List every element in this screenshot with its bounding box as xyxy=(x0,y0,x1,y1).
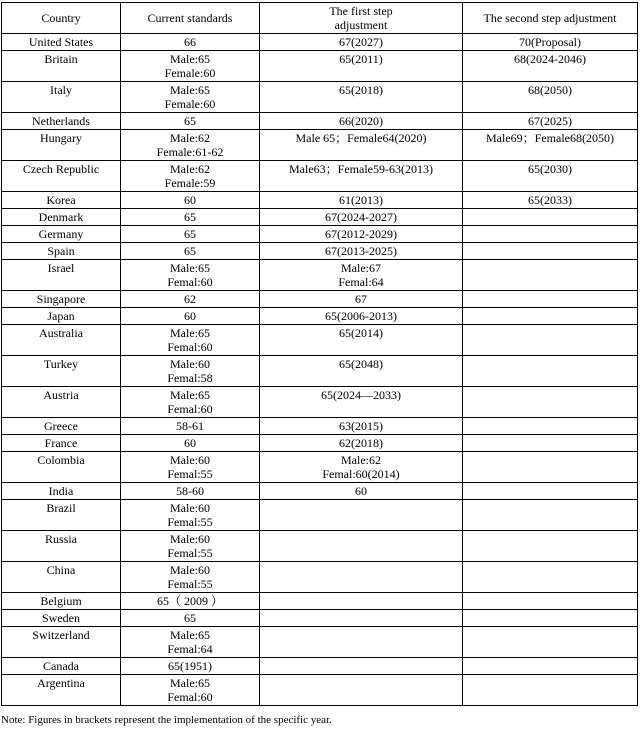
cell-current-standards xyxy=(121,658,260,675)
cell-current-standards xyxy=(121,226,260,243)
table-row xyxy=(2,161,638,192)
cell-country: Spain xyxy=(2,243,121,260)
cell-first-step xyxy=(260,658,463,675)
cell-current-standards xyxy=(121,308,260,325)
cell-first-step xyxy=(260,562,463,593)
header-first-step xyxy=(260,3,463,34)
cell-second-step xyxy=(463,593,638,610)
cell-first-step xyxy=(260,130,463,161)
header-country: Country xyxy=(2,3,121,34)
table-row xyxy=(2,325,638,356)
cell-first-step-line: Male63；Female59-63(2013) xyxy=(289,162,433,176)
cell-current-standards xyxy=(121,209,260,226)
cell-first-step xyxy=(260,161,463,192)
table-row xyxy=(2,500,638,531)
table-row xyxy=(2,418,638,435)
cell-first-step-line: Male 65；Female64(2020) xyxy=(295,131,427,145)
cell-country: France xyxy=(2,435,121,452)
cell-second-step xyxy=(463,260,638,291)
cell-current-standards xyxy=(121,356,260,387)
table-row xyxy=(2,610,638,627)
cell-second-step xyxy=(463,243,638,260)
cell-current-standards-line: 65 xyxy=(184,114,196,128)
cell-second-step-line: 67(2025) xyxy=(528,114,572,128)
cell-current-standards xyxy=(121,387,260,418)
cell-current-standards xyxy=(121,452,260,483)
cell-first-step xyxy=(260,483,463,500)
cell-current-standards-line: 60 xyxy=(184,193,196,207)
cell-second-step xyxy=(463,82,638,113)
table-row xyxy=(2,209,638,226)
cell-current-standards-line: 65 xyxy=(184,611,196,625)
cell-country: India xyxy=(2,483,121,500)
cell-current-standards-line: Femal:60 xyxy=(167,690,213,704)
cell-current-standards-line: Femal:55 xyxy=(167,467,213,481)
cell-first-step-line: 65(2011) xyxy=(339,52,383,66)
cell-first-step xyxy=(260,113,463,130)
cell-first-step xyxy=(260,387,463,418)
cell-first-step xyxy=(260,435,463,452)
cell-first-step-line: 65(2024—2033) xyxy=(321,388,401,402)
cell-first-step xyxy=(260,192,463,209)
cell-current-standards xyxy=(121,161,260,192)
cell-country: Colombia xyxy=(2,452,121,483)
cell-first-step xyxy=(260,356,463,387)
cell-current-standards-line: 65(1951) xyxy=(168,659,212,673)
cell-first-step-line: 62(2018) xyxy=(339,436,383,450)
cell-second-step xyxy=(463,418,638,435)
cell-first-step-line: 61(2013) xyxy=(339,193,383,207)
cell-second-step xyxy=(463,51,638,82)
cell-country: Korea xyxy=(2,192,121,209)
cell-second-step-line: 68(2050) xyxy=(528,83,572,97)
cell-second-step xyxy=(463,161,638,192)
cell-current-standards-line: Female:59 xyxy=(164,176,216,190)
cell-country: Greece xyxy=(2,418,121,435)
table-row xyxy=(2,308,638,325)
table-note: Note: Figures in brackets represent the implementation of the specific year. xyxy=(1,714,332,726)
cell-current-standards-line: Femal:55 xyxy=(167,515,213,529)
table-row xyxy=(2,113,638,130)
header-first-step-line-2: adjustment xyxy=(334,18,388,32)
table-row xyxy=(2,82,638,113)
cell-country: Italy xyxy=(2,82,121,113)
cell-current-standards-line: Male:65 xyxy=(170,326,210,340)
table-row xyxy=(2,593,638,610)
table-row xyxy=(2,627,638,658)
cell-first-step xyxy=(260,308,463,325)
header-row xyxy=(2,3,638,34)
cell-first-step xyxy=(260,51,463,82)
cell-current-standards-line: Femal:58 xyxy=(167,371,213,385)
cell-country: Turkey xyxy=(2,356,121,387)
cell-current-standards xyxy=(121,325,260,356)
cell-first-step-line: 66(2020) xyxy=(339,114,383,128)
cell-current-standards-line: Male:62 xyxy=(170,131,210,145)
cell-current-standards xyxy=(121,243,260,260)
cell-country: Argentina xyxy=(2,675,121,706)
cell-first-step xyxy=(260,500,463,531)
cell-second-step xyxy=(463,562,638,593)
table-row xyxy=(2,291,638,308)
cell-second-step xyxy=(463,500,638,531)
cell-current-standards-line: Femal:55 xyxy=(167,577,213,591)
header-current-standards: Current standards xyxy=(121,3,260,34)
cell-first-step xyxy=(260,418,463,435)
cell-country: United States xyxy=(2,34,121,51)
cell-current-standards-line: 65 xyxy=(184,210,196,224)
cell-current-standards-line: 62 xyxy=(184,292,196,306)
cell-current-standards xyxy=(121,610,260,627)
cell-second-step-line: Male69；Female68(2050) xyxy=(486,131,614,145)
cell-first-step xyxy=(260,325,463,356)
cell-current-standards xyxy=(121,51,260,82)
cell-second-step-line: 65(2030) xyxy=(528,162,572,176)
cell-current-standards-line: 60 xyxy=(184,436,196,450)
cell-country: Sweden xyxy=(2,610,121,627)
cell-first-step-line: 67(2013-2025) xyxy=(325,244,397,258)
cell-current-standards-line: 65 xyxy=(184,244,196,258)
table-row xyxy=(2,452,638,483)
table-row xyxy=(2,34,638,51)
table-row xyxy=(2,356,638,387)
cell-first-step-line: 67(2027) xyxy=(339,35,383,49)
cell-first-step xyxy=(260,260,463,291)
cell-second-step xyxy=(463,435,638,452)
cell-first-step xyxy=(260,243,463,260)
cell-current-standards-line: Female:61-62 xyxy=(156,145,224,159)
cell-current-standards xyxy=(121,291,260,308)
cell-first-step-line: 63(2015) xyxy=(339,419,383,433)
cell-country: Canada xyxy=(2,658,121,675)
cell-country: Switzerland xyxy=(2,627,121,658)
cell-second-step xyxy=(463,226,638,243)
table-row xyxy=(2,51,638,82)
cell-current-standards-line: Female:60 xyxy=(164,97,216,111)
cell-current-standards xyxy=(121,562,260,593)
cell-first-step-line: Male:67 xyxy=(341,261,381,275)
cell-second-step xyxy=(463,209,638,226)
cell-first-step xyxy=(260,34,463,51)
cell-current-standards-line: Femal:60 xyxy=(167,402,213,416)
cell-second-step-line: 70(Proposal) xyxy=(519,35,581,49)
cell-current-standards-line: Male:60 xyxy=(170,357,210,371)
cell-current-standards-line: 58-61 xyxy=(176,419,204,433)
cell-first-step xyxy=(260,593,463,610)
cell-country: Russia xyxy=(2,531,121,562)
cell-second-step xyxy=(463,291,638,308)
cell-country: Germany xyxy=(2,226,121,243)
cell-country: Israel xyxy=(2,260,121,291)
table-row xyxy=(2,243,638,260)
cell-second-step xyxy=(463,34,638,51)
cell-current-standards-line: Male:60 xyxy=(170,501,210,515)
cell-current-standards-line: Male:60 xyxy=(170,453,210,467)
cell-first-step-line: Femal:64 xyxy=(338,275,384,289)
cell-second-step xyxy=(463,192,638,209)
cell-country: Denmark xyxy=(2,209,121,226)
cell-current-standards xyxy=(121,82,260,113)
cell-first-step-line: 65(2048) xyxy=(339,357,383,371)
cell-country: Singapore xyxy=(2,291,121,308)
cell-first-step-line: 60 xyxy=(355,484,367,498)
cell-first-step xyxy=(260,82,463,113)
table-row xyxy=(2,130,638,161)
cell-country: Britain xyxy=(2,51,121,82)
cell-second-step xyxy=(463,325,638,356)
cell-country: Brazil xyxy=(2,500,121,531)
cell-current-standards-line: 65 xyxy=(184,227,196,241)
cell-first-step xyxy=(260,226,463,243)
table-body xyxy=(2,34,638,706)
cell-current-standards-line: 58-60 xyxy=(176,484,204,498)
cell-current-standards xyxy=(121,130,260,161)
cell-second-step xyxy=(463,308,638,325)
cell-country: Australia xyxy=(2,325,121,356)
cell-first-step-line: 65(2018) xyxy=(339,83,383,97)
table-row xyxy=(2,658,638,675)
cell-current-standards-line: Male:65 xyxy=(170,83,210,97)
cell-country: Netherlands xyxy=(2,113,121,130)
table-row xyxy=(2,387,638,418)
table-row xyxy=(2,531,638,562)
cell-second-step-line: 68(2024-2046) xyxy=(514,52,586,66)
cell-first-step xyxy=(260,627,463,658)
table-row xyxy=(2,260,638,291)
cell-current-standards-line: Male:62 xyxy=(170,162,210,176)
table-row xyxy=(2,562,638,593)
cell-second-step xyxy=(463,130,638,161)
cell-country: Belgium xyxy=(2,593,121,610)
cell-first-step xyxy=(260,675,463,706)
cell-second-step-line: 65(2033) xyxy=(528,193,572,207)
cell-first-step xyxy=(260,452,463,483)
cell-current-standards xyxy=(121,500,260,531)
cell-first-step-line: 67(2024-2027) xyxy=(325,210,397,224)
cell-second-step xyxy=(463,452,638,483)
cell-current-standards-line: Femal:55 xyxy=(167,546,213,560)
cell-country: Japan xyxy=(2,308,121,325)
cell-current-standards xyxy=(121,531,260,562)
cell-current-standards-line: Male:65 xyxy=(170,261,210,275)
cell-second-step xyxy=(463,531,638,562)
retirement-age-table xyxy=(1,2,638,706)
cell-current-standards-line: Femal:64 xyxy=(167,642,213,656)
cell-current-standards-line: Female:60 xyxy=(164,66,216,80)
table-row xyxy=(2,675,638,706)
cell-second-step xyxy=(463,356,638,387)
cell-current-standards xyxy=(121,418,260,435)
cell-current-standards xyxy=(121,627,260,658)
cell-first-step xyxy=(260,209,463,226)
table-row xyxy=(2,226,638,243)
header-second-step: The second step adjustment xyxy=(463,3,638,34)
cell-second-step xyxy=(463,610,638,627)
cell-current-standards-line: Male:65 xyxy=(170,628,210,642)
cell-current-standards-line: Femal:60 xyxy=(167,340,213,354)
table-row xyxy=(2,483,638,500)
cell-current-standards xyxy=(121,435,260,452)
cell-first-step xyxy=(260,531,463,562)
cell-current-standards-line: Femal:60 xyxy=(167,275,213,289)
cell-current-standards xyxy=(121,192,260,209)
cell-current-standards-line: 60 xyxy=(184,309,196,323)
cell-current-standards xyxy=(121,113,260,130)
table-row xyxy=(2,192,638,209)
cell-current-standards-line: Male:65 xyxy=(170,388,210,402)
cell-second-step xyxy=(463,627,638,658)
cell-current-standards xyxy=(121,483,260,500)
cell-current-standards-line: 66 xyxy=(184,35,196,49)
cell-first-step-line: Male:62 xyxy=(341,453,381,467)
cell-second-step xyxy=(463,675,638,706)
cell-current-standards xyxy=(121,675,260,706)
cell-first-step-line: 67(2012-2029) xyxy=(325,227,397,241)
cell-current-standards-line: Male:65 xyxy=(170,52,210,66)
cell-first-step xyxy=(260,291,463,308)
cell-first-step xyxy=(260,610,463,627)
cell-country: Austria xyxy=(2,387,121,418)
cell-country: Czech Republic xyxy=(2,161,121,192)
cell-first-step-line: 65(2006-2013) xyxy=(325,309,397,323)
cell-current-standards xyxy=(121,593,260,610)
cell-current-standards-line: Male:60 xyxy=(170,532,210,546)
cell-current-standards xyxy=(121,34,260,51)
table-row xyxy=(2,435,638,452)
cell-current-standards xyxy=(121,260,260,291)
cell-current-standards-line: Male:60 xyxy=(170,563,210,577)
header-first-step-line-1: The first step xyxy=(329,4,393,18)
cell-current-standards-line: 65（ 2009 ） xyxy=(156,594,223,608)
cell-first-step-line: 67 xyxy=(355,292,367,306)
cell-second-step xyxy=(463,387,638,418)
cell-second-step xyxy=(463,658,638,675)
cell-second-step xyxy=(463,113,638,130)
cell-country: Hungary xyxy=(2,130,121,161)
cell-current-standards-line: Male:65 xyxy=(170,676,210,690)
cell-second-step xyxy=(463,483,638,500)
cell-country: China xyxy=(2,562,121,593)
cell-first-step-line: Femal:60(2014) xyxy=(322,467,400,481)
cell-first-step-line: 65(2014) xyxy=(339,326,383,340)
